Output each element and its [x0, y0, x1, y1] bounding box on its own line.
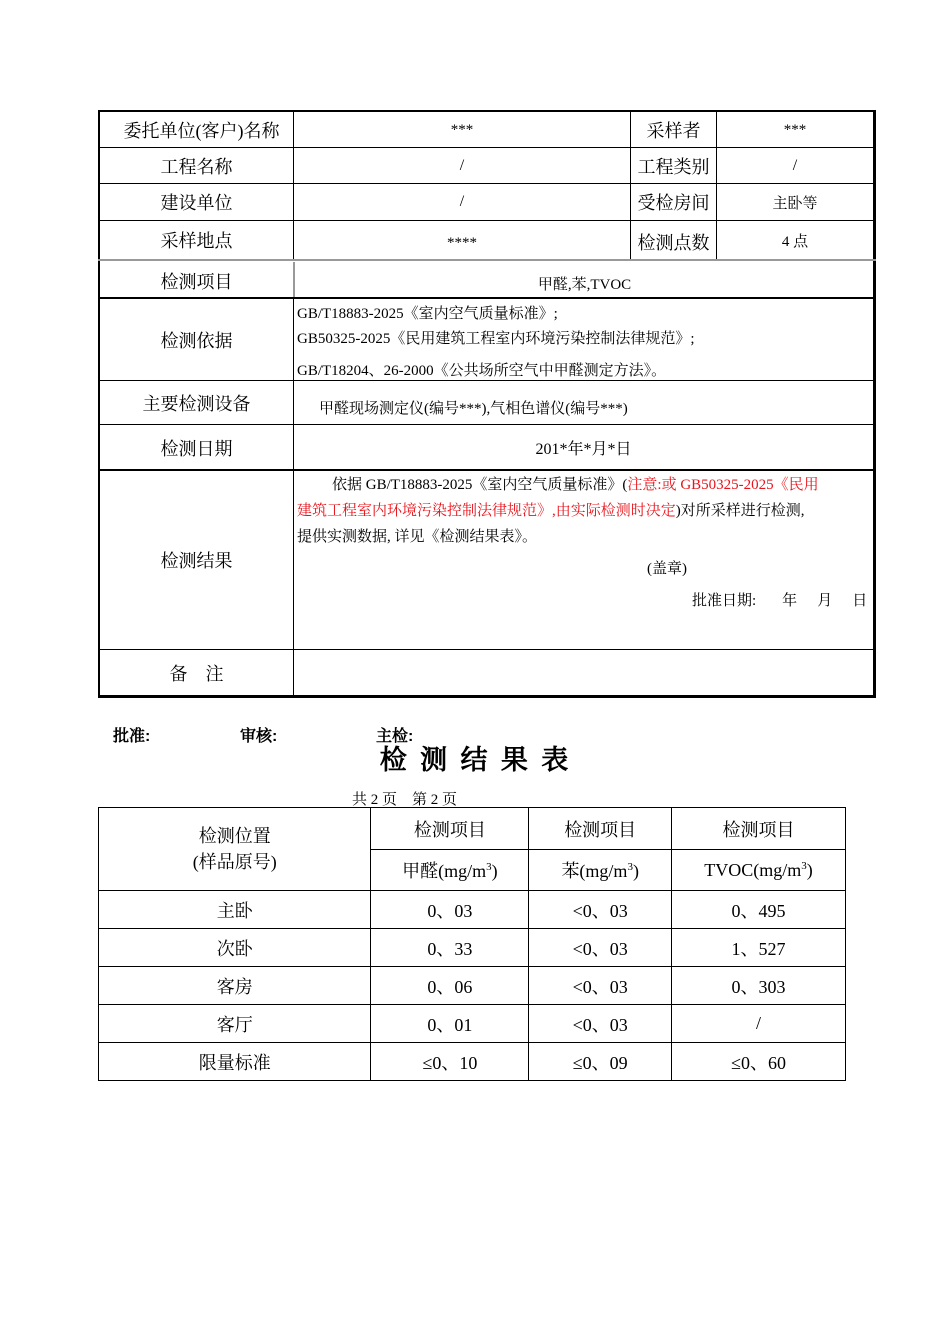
table-row — [99, 891, 846, 929]
row-formaldehyde: 0、03 — [371, 891, 529, 929]
item-header-2: 检测项目 — [529, 808, 672, 850]
row-location: 客厅 — [99, 1005, 371, 1043]
room-value: 主卧等 — [772, 195, 818, 212]
items-label: 检测项目 — [160, 272, 233, 292]
row-benzene: <0、03 — [529, 929, 672, 967]
row-formaldehyde: 0、01 — [371, 1005, 529, 1043]
sampler-label: 采样者 — [646, 121, 701, 141]
builder-label: 建设单位 — [160, 193, 233, 213]
row-formaldehyde: ≤0、10 — [371, 1043, 529, 1081]
results-table — [98, 807, 846, 1081]
client-label: 委托单位(客户)名称 — [123, 121, 280, 141]
row-tvoc: / — [672, 1005, 846, 1043]
row-tvoc: 0、303 — [672, 967, 846, 1005]
col-formaldehyde: 甲醛$(mg/m^3)$ — [371, 850, 529, 891]
points-value: 4 点 — [781, 233, 809, 250]
row-location: 限量标准 — [99, 1043, 371, 1081]
site-label: 采样地点 — [160, 231, 233, 251]
table-row — [99, 1005, 846, 1043]
signature-approve: 批准: — [113, 728, 151, 745]
table-row-limit — [99, 1043, 846, 1081]
project-type-label: 工程类别 — [637, 157, 710, 177]
row-benzene: <0、03 — [529, 891, 672, 929]
project-type-value: / — [792, 157, 798, 174]
signature-main-check: 主检: — [376, 728, 414, 745]
row-benzene: <0、03 — [529, 1005, 672, 1043]
builder-value: / — [459, 193, 465, 210]
row-location: 主卧 — [99, 891, 371, 929]
sampler-value: *** — [783, 121, 807, 138]
row-formaldehyde: 0、33 — [371, 929, 529, 967]
equipment-value: 甲醛现场测定仪(编号***),气相色谱仪(编号***) — [319, 401, 628, 417]
item-header-1: 检测项目 — [371, 808, 529, 850]
table-row — [99, 967, 846, 1005]
location-header — [99, 808, 371, 891]
room-label: 受检房间 — [637, 193, 710, 213]
row-benzene: <0、03 — [529, 967, 672, 1005]
result-line-3: 提供实测数据, 详见《检测结果表》。 — [297, 529, 538, 545]
site-value: **** — [447, 234, 477, 251]
col-benzene: 苯$(mg/m^3)$ — [529, 850, 672, 891]
row-tvoc: 1、527 — [672, 929, 846, 967]
row-benzene: ≤0、09 — [529, 1043, 672, 1081]
items-value: 甲醛,苯,TVOC — [537, 276, 632, 293]
table-row — [99, 929, 846, 967]
points-label: 检测点数 — [637, 233, 710, 253]
equipment-label: 主要检测设备 — [142, 394, 251, 414]
client-value: *** — [450, 121, 474, 138]
row-tvoc: ≤0、60 — [672, 1043, 846, 1081]
result-line-2: 建筑工程室内环境污染控制法律规范》,由实际检测时决定)对所采样进行检测, — [297, 503, 805, 519]
date-label: 检测日期 — [160, 438, 233, 459]
basis-line-3: GB/T18204、26-2000《公共场所空气中甲醛测定方法》。 — [297, 363, 667, 379]
result-label: 检测结果 — [160, 551, 233, 571]
results-title: 检 测 结 果 表 — [379, 745, 571, 776]
location-header-line-2: (样品原号) — [192, 852, 277, 872]
col-tvoc: $TVOC(mg/m^3)$ — [672, 850, 846, 891]
basis-line-2: GB50325-2025《民用建筑工程室内环境污染控制法律规范》; — [297, 331, 695, 347]
date-value: 201*年*月*日 — [535, 441, 632, 458]
row-formaldehyde: 0、06 — [371, 967, 529, 1005]
basis-line-1: GB/T18883-2025《室内空气质量标准》; — [297, 306, 558, 322]
seal-text: (盖章) — [647, 561, 687, 577]
row-location: 客房 — [99, 967, 371, 1005]
item-header-3: 检测项目 — [672, 808, 846, 850]
project-name-label: 工程名称 — [160, 157, 233, 177]
remarks-label: 备 注 — [169, 663, 224, 684]
row-tvoc: 0、495 — [672, 891, 846, 929]
signature-review: 审核: — [240, 728, 278, 745]
location-header-line-1: 检测位置 — [198, 826, 271, 846]
project-name-value: / — [459, 157, 465, 174]
page-count: 共 2 页 第 2 页 — [352, 792, 458, 808]
row-location: 次卧 — [99, 929, 371, 967]
result-line-1: 依据 GB/T18883-2025《室内空气质量标准》(注意:或 GB50325-2025《民用 — [332, 477, 819, 493]
basis-label: 检测依据 — [160, 331, 233, 351]
approve-date: 批准日期: 年 月 日 — [692, 593, 868, 609]
